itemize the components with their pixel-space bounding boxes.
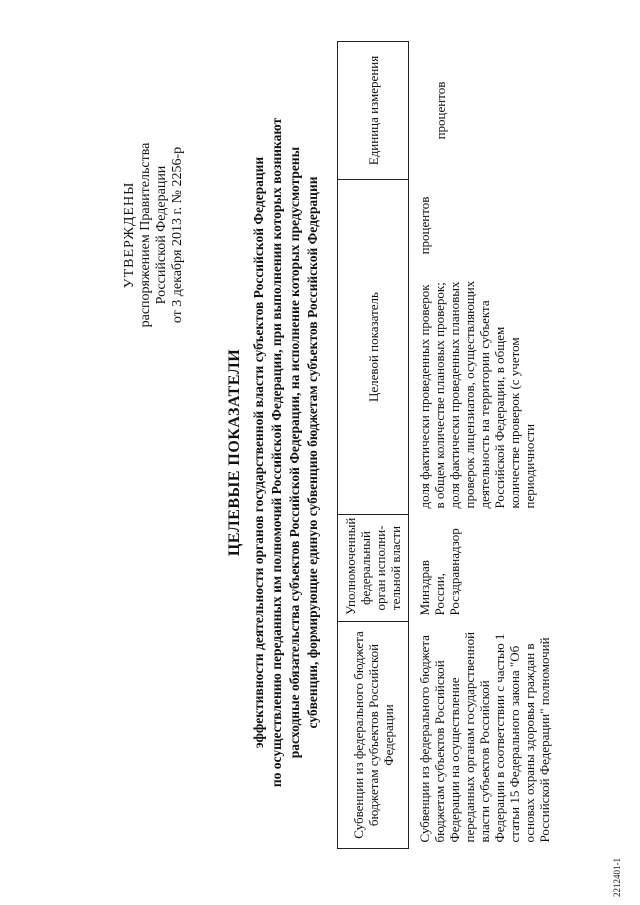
approval-stamp	[122, 140, 186, 330]
subtitle-line-1: эффективности деятельности органов государственной власти субъектов Российской Федерации	[251, 156, 266, 749]
header-authority: Уполномоченный федеральный орган исполни-тельной власти	[338, 515, 409, 622]
approval-line-1: распоряжением Правительства	[138, 142, 153, 328]
subtitle-line-3: расходные обязательства субъектов Российской Федерации, на исполнение которых предусмотрены	[287, 146, 302, 759]
cell-unit-1: процентов	[417, 196, 432, 255]
cell-indicators	[409, 272, 553, 515]
header-unit: Единица измерения	[338, 42, 409, 180]
subtitle-line-2: по осуществлению переданных им полномочий Российской Федерации, при выполнении которых возникают	[269, 117, 284, 788]
cell-unit-2	[409, 42, 553, 180]
approval-line-2: Российской Федерации	[154, 165, 169, 305]
table-header-row	[338, 42, 409, 849]
table-row	[409, 42, 553, 849]
document-title: ЦЕЛЕВЫЕ ПОКАЗАТЕЛИ	[226, 348, 243, 557]
unit-2-text: процентов	[433, 81, 448, 140]
header-indicator: Целевой показатель	[338, 180, 409, 515]
indicators-table	[337, 41, 552, 849]
cell-authority: Минздрав России, Росздравнадзор	[417, 528, 462, 616]
title-block	[226, 0, 322, 905]
cell-subvention: Субвенции из федерального бюджета бюджетам субъектов Российской Федерации на осуществление переданных органам государственной власти субъектов Российской Федерации в соответствии с частью 1 статьи 15 Федерального закона "Об основах охраны здоровья граждан в Российской Федерации" полномочий	[417, 631, 552, 843]
header-subvention: Субвенции из федерального бюджета бюджетам субъектов Российской Федерации	[338, 622, 409, 849]
indicator-2: доля фактически проведенных плановых проверок лицензиатов, осуществляющих деятельность на территории субъекта Российской Федерации, в общем количестве проверок (с учетом периодичности	[447, 280, 537, 509]
document-code: 2212401-1	[612, 858, 622, 897]
indicator-1: доля фактически проведенных проверок в общем количестве плановых проверок;	[417, 282, 447, 509]
approval-heading: УТВЕРЖДЕНЫ	[122, 181, 137, 289]
approval-line-3: от 3 декабря 2013 г. № 2256-р	[170, 146, 185, 324]
subtitle-line-4: субвенции, формирующие единую субвенцию бюджетам субъектов Российской Федерации	[305, 176, 320, 729]
